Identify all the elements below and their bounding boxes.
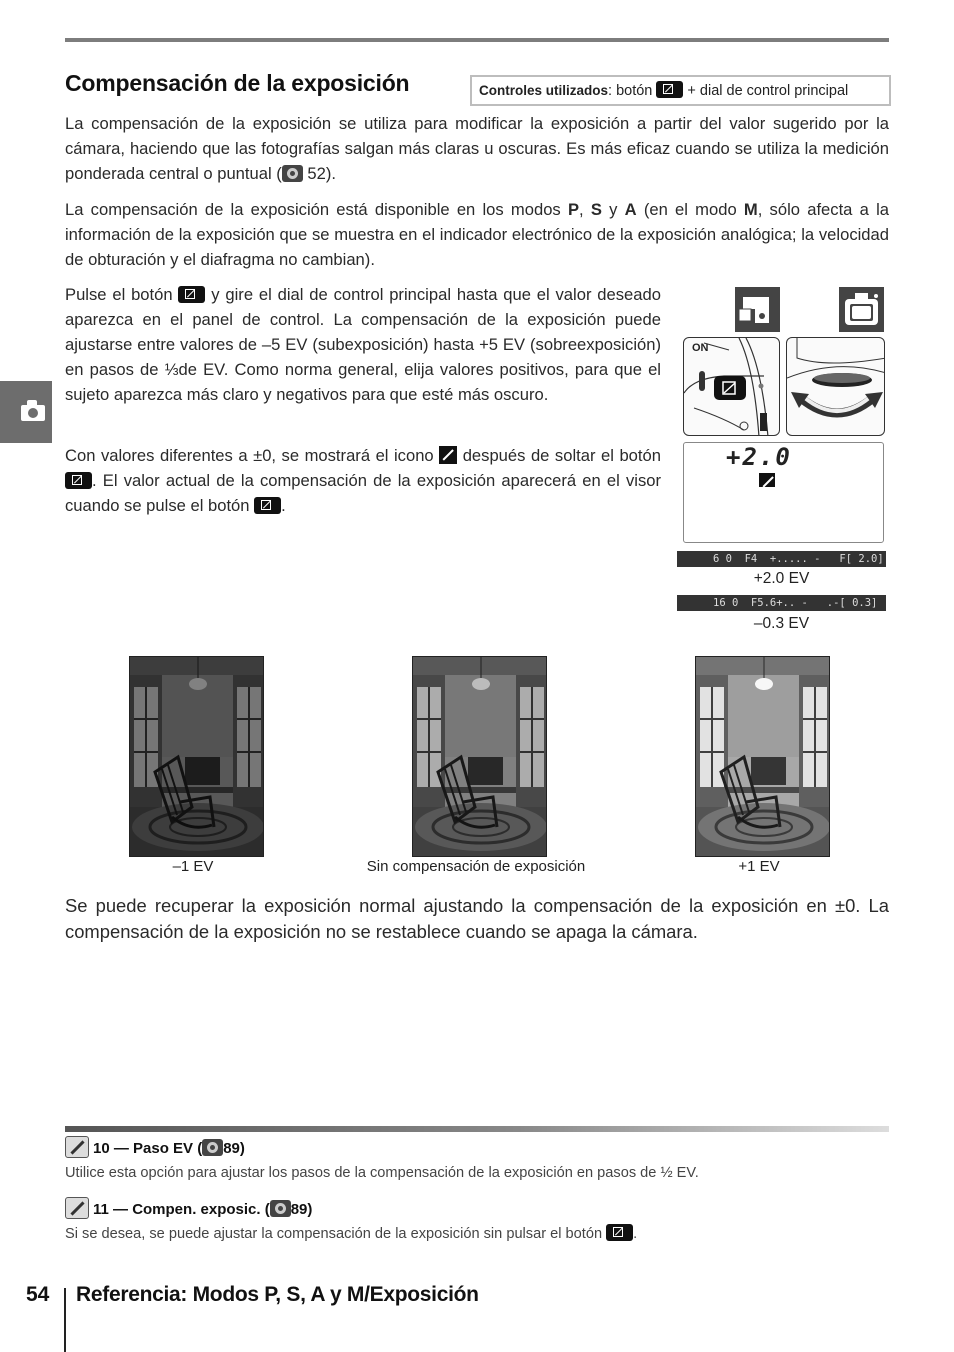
instruction-paragraph	[65, 282, 661, 407]
note-ev-step-page: 89)	[223, 1140, 245, 1157]
controls-lead: Controles utilizados	[479, 83, 609, 98]
display-text-d: .	[281, 496, 286, 515]
camera-icon	[21, 405, 45, 421]
note-ev-step-body: Utilice esta opción para ajustar los pasos de la compensación de la exposición en pasos de ½ EV.	[65, 1165, 699, 1181]
lcd-compensation-value: +2.0	[726, 443, 792, 471]
photo-plus-one-ev	[695, 656, 830, 857]
exposure-compensation-indicator-icon	[439, 446, 457, 464]
intro-text-a: La compensación de la exposición se utiliza para modificar la exposición a partir del valor sugerido por la cámara, haciendo que las fotografías salgan más claras u oscuras. Es más eficaz cuando se utiliza la medición ponderada central o puntual (	[65, 114, 889, 183]
display-text-a: Con valores diferentes a ±0, se mostrará el icono	[65, 446, 434, 465]
mode-s: S	[590, 200, 602, 219]
mode-m: M	[743, 200, 758, 219]
top-rule	[65, 38, 889, 42]
main-command-dial-closeup	[786, 337, 885, 436]
reference-icon	[270, 1200, 291, 1217]
modes-text-c: , sólo afecta a la información de la exposición que se muestra en el indicador electrónico de la exposición analógica; la velocidad de obturación y el diafragma no cambian).	[65, 200, 889, 269]
footer-section-title: Referencia: Modos P, S, A y M/Exposición	[76, 1283, 479, 1306]
display-text-c: . El valor actual de la compensación de la exposición aparecerá en el visor cuando se pulse el botón	[65, 471, 661, 515]
notes-rule	[65, 1126, 889, 1132]
caption-minus-one-ev: –1 EV	[172, 858, 214, 875]
exposure-compensation-button-icon	[606, 1224, 633, 1241]
page-title: Compensación de la exposición	[65, 70, 410, 96]
control-panel-display	[683, 442, 884, 543]
note-easy-compensation	[65, 1197, 889, 1244]
exposure-compensation-button-icon	[65, 472, 92, 489]
display-paragraph	[65, 443, 661, 518]
camera-section-tab	[0, 381, 52, 443]
viewfinder-label-minus: –0.3 EV	[753, 615, 810, 632]
modes-text-b: (en el modo	[636, 200, 744, 219]
note-ev-step	[65, 1136, 889, 1183]
modes-sep-1: ,	[579, 200, 591, 219]
viewfinder-label-plus: +2.0 EV	[753, 570, 810, 587]
viewfinder-display-plus: 6 0 F4 +..... - F[ 2.0]	[677, 551, 886, 567]
controls-text-a: : botón	[608, 83, 653, 99]
photo-minus-one-ev	[129, 656, 264, 857]
controls-text-b: + dial de control principal	[687, 83, 849, 99]
modes-sep-2: y	[601, 200, 625, 219]
camera-top-view-icon	[735, 287, 780, 332]
instruction-text-a: Pulse el botón	[65, 285, 173, 304]
exposure-compensation-button-icon	[254, 497, 281, 514]
pencil-note-icon	[65, 1197, 89, 1219]
page-number: 54	[26, 1283, 50, 1306]
intro-paragraph	[65, 111, 889, 186]
mode-a: A	[624, 200, 637, 219]
pencil-note-icon	[65, 1136, 89, 1158]
reference-icon	[282, 165, 303, 182]
reference-icon	[202, 1139, 223, 1156]
note-ev-step-heading	[65, 1136, 889, 1160]
exposure-compensation-button-icon	[656, 81, 683, 98]
note-easy-compensation-end: .	[633, 1226, 638, 1242]
note-easy-compensation-page: 89)	[290, 1201, 313, 1218]
lcd-compensation-icon	[759, 473, 775, 487]
exposure-compensation-button-icon	[178, 286, 205, 303]
note-easy-compensation-text: Si se desea, se puede ajustar la compensación de la exposición sin pulsar el botón	[65, 1226, 603, 1242]
instruction-text-b: y gire el dial de control principal hasta que el valor deseado aparezca en el panel de control. La compensación de la exposición puede ajustarse entre valores de –5 EV (subexposición) hasta +5 EV (sobreexposición) en pasos de ⅓de EV. Como norma general, elija valores positivos, para que el sujeto aparezca más claro y negativos para que esté más oscuro.	[65, 285, 661, 404]
modes-text-a: La compensación de la exposición está disponible en los modos	[65, 200, 568, 219]
note-ev-step-title: 10 — Paso EV (	[93, 1140, 203, 1157]
controls-used-box	[470, 75, 891, 106]
camera-button-closeup	[683, 337, 780, 436]
on-label: ON	[692, 342, 709, 354]
note-easy-compensation-heading	[65, 1197, 889, 1221]
caption-no-compensation: Sin compensación de exposición	[366, 858, 586, 875]
reset-paragraph: Se puede recuperar la exposición normal ajustando la compensación de la exposición en ±0. La compensación de la exposición no se restablece cuando se apaga la cámara.	[65, 895, 889, 942]
note-easy-compensation-title: 11 — Compen. exposic. (	[93, 1201, 270, 1218]
viewfinder-display-minus: 16 0 F5.6+.. - .-[ 0.3]	[677, 595, 886, 611]
modes-paragraph	[65, 197, 889, 272]
caption-plus-one-ev: +1 EV	[738, 858, 780, 875]
footer-divider	[64, 1288, 66, 1352]
mode-p: P	[567, 200, 580, 219]
display-text-b: después de soltar el botón	[462, 446, 661, 465]
camera-back-view-icon	[839, 287, 884, 332]
note-easy-compensation-body	[65, 1224, 889, 1244]
intro-text-b: 52).	[307, 164, 337, 183]
photo-no-compensation	[412, 656, 547, 857]
